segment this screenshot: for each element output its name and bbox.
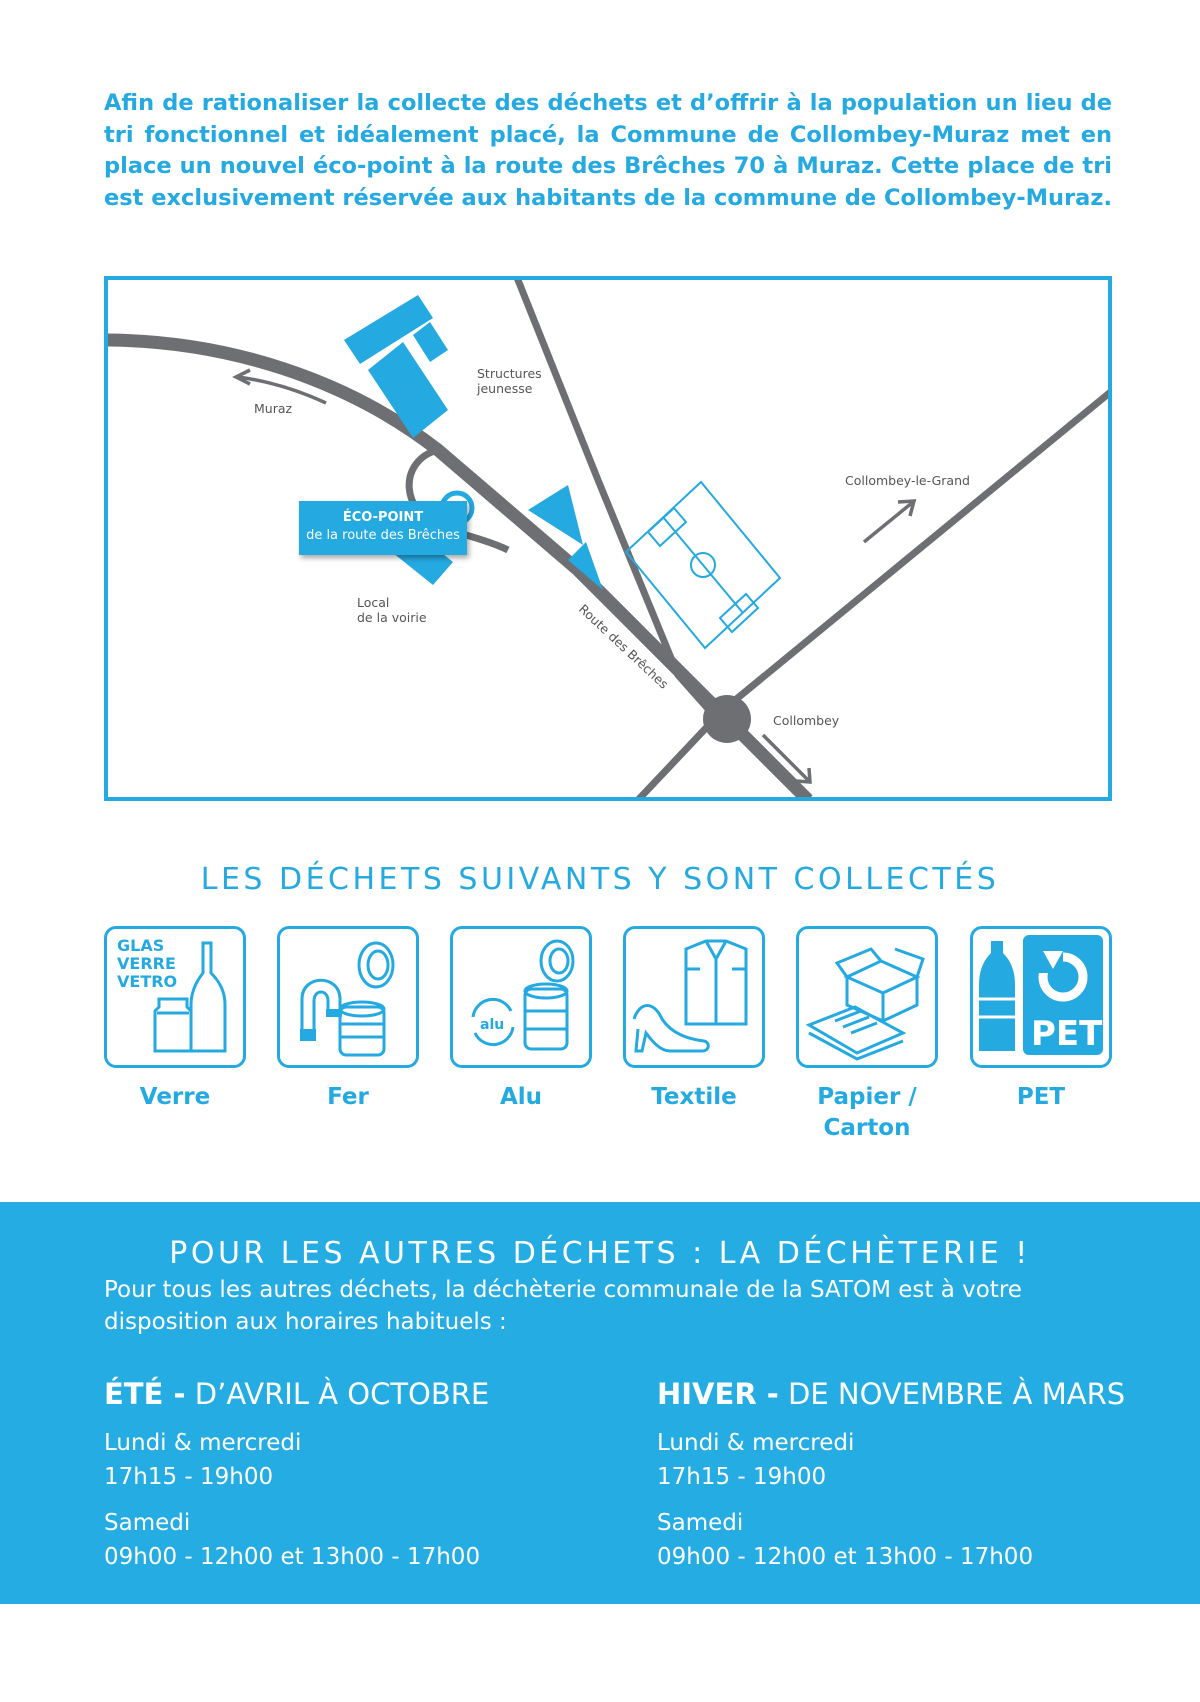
waste-label-carton: Carton — [823, 1115, 911, 1141]
winter-days-saturday: Samedi — [657, 1510, 744, 1536]
dechetterie-title: POUR LES AUTRES DÉCHETS : LA DÉCHÈTERIE ! — [169, 1236, 1031, 1271]
pet-bottle-icon — [970, 926, 1112, 1068]
svg-text:VETRO: VETRO — [117, 972, 178, 991]
svg-text:GLAS: GLAS — [117, 936, 165, 955]
football-field — [626, 482, 780, 648]
summer-hours-saturday: 09h00 - 12h00 et 13h00 - 17h00 — [104, 1544, 481, 1570]
arrow-collombey-le-grand — [864, 502, 913, 542]
svg-text:VERRE: VERRE — [117, 954, 176, 973]
waste-item-fer — [277, 926, 419, 1113]
waste-label-alu: Alu — [499, 1084, 543, 1110]
collected-title: LES DÉCHETS SUIVANTS Y SONT COLLECTÉS — [200, 862, 1000, 897]
label-muraz: Muraz — [254, 401, 293, 416]
waste-label-textile: Textile — [651, 1084, 737, 1110]
waste-label-verre: Verre — [139, 1084, 211, 1110]
waste-label-papier: Papier / — [817, 1084, 917, 1110]
paper-box-icon — [796, 926, 938, 1068]
alu-recycle-can-icon — [450, 926, 592, 1068]
map-drawing — [108, 280, 1108, 797]
waste-label-pet: PET — [1016, 1084, 1066, 1110]
label-local-1: Local — [357, 595, 390, 610]
waste-label-fer: Fer — [327, 1084, 369, 1110]
label-route-des-breches: Route des Brêches — [575, 601, 672, 692]
summer-label: ÉTÉ - — [104, 1377, 186, 1411]
road-northeast — [638, 390, 1108, 797]
glass-bottle-jar-icon — [104, 926, 246, 1068]
summer-days-saturday: Samedi — [104, 1510, 191, 1536]
svg-text:PET: PET — [1031, 1014, 1103, 1054]
winter-label: HIVER - — [657, 1377, 779, 1411]
summer-heading — [104, 1374, 624, 1414]
waste-item-alu — [450, 926, 592, 1113]
label-local-2: de la voirie — [357, 610, 427, 625]
label-collombey-le-grand: Collombey-le-Grand — [845, 473, 970, 488]
schedule-summer — [104, 1374, 624, 1574]
waste-item-verre — [104, 926, 246, 1113]
dechetterie-text: Pour tous les autres déchets, la déchèterie communale de la SATOM est à votre disposition aux horaires habituels : — [104, 1277, 1022, 1335]
waste-icons — [104, 926, 1112, 1146]
summer-period: D’AVRIL À OCTOBRE — [194, 1377, 490, 1411]
schedule-winter — [657, 1374, 1177, 1574]
dechetterie-section — [0, 1202, 1200, 1604]
building-structures-3 — [413, 322, 448, 362]
svg-text:alu: alu — [480, 1017, 505, 1033]
winter-hours-weekday: 17h15 - 19h00 — [657, 1464, 827, 1490]
label-structures-2: jeunesse — [477, 381, 533, 396]
waste-item-papier-carton — [796, 926, 938, 1144]
eco-point-subtitle: de la route des Brêches — [306, 528, 460, 543]
shirt-shoe-icon — [623, 926, 765, 1068]
intro-paragraph: Afin de rationaliser la collecte des déchets et d’offrir à la population un lieu de tri fonctionnel et idéalement placé, la Commune de Collombey-Muraz met en place un nouvel éco-point à la route des Brêches 70 à Muraz. Cette place de tri est exclusivement réservée aux habitants de la commune de Collombey-Muraz. — [104, 90, 1112, 211]
waste-item-pet — [970, 926, 1112, 1113]
winter-period: DE NOVEMBRE À MARS — [788, 1377, 1126, 1411]
winter-days-weekday: Lundi & mercredi — [657, 1430, 855, 1456]
winter-hours-saturday: 09h00 - 12h00 et 13h00 - 17h00 — [657, 1544, 1034, 1570]
summer-hours-weekday: 17h15 - 19h00 — [104, 1464, 274, 1490]
label-collombey: Collombey — [773, 713, 840, 728]
magnet-can-icon — [277, 926, 419, 1068]
waste-label-papier-carton — [796, 1082, 938, 1144]
eco-point-tag — [299, 501, 467, 555]
roundabout — [703, 695, 751, 743]
winter-heading — [657, 1374, 1177, 1414]
location-map — [104, 276, 1112, 801]
eco-point-title: ÉCO-POINT — [342, 510, 424, 525]
label-structures-1: Structures — [477, 366, 542, 381]
summer-days-weekday: Lundi & mercredi — [104, 1430, 302, 1456]
waste-item-textile — [623, 926, 765, 1113]
